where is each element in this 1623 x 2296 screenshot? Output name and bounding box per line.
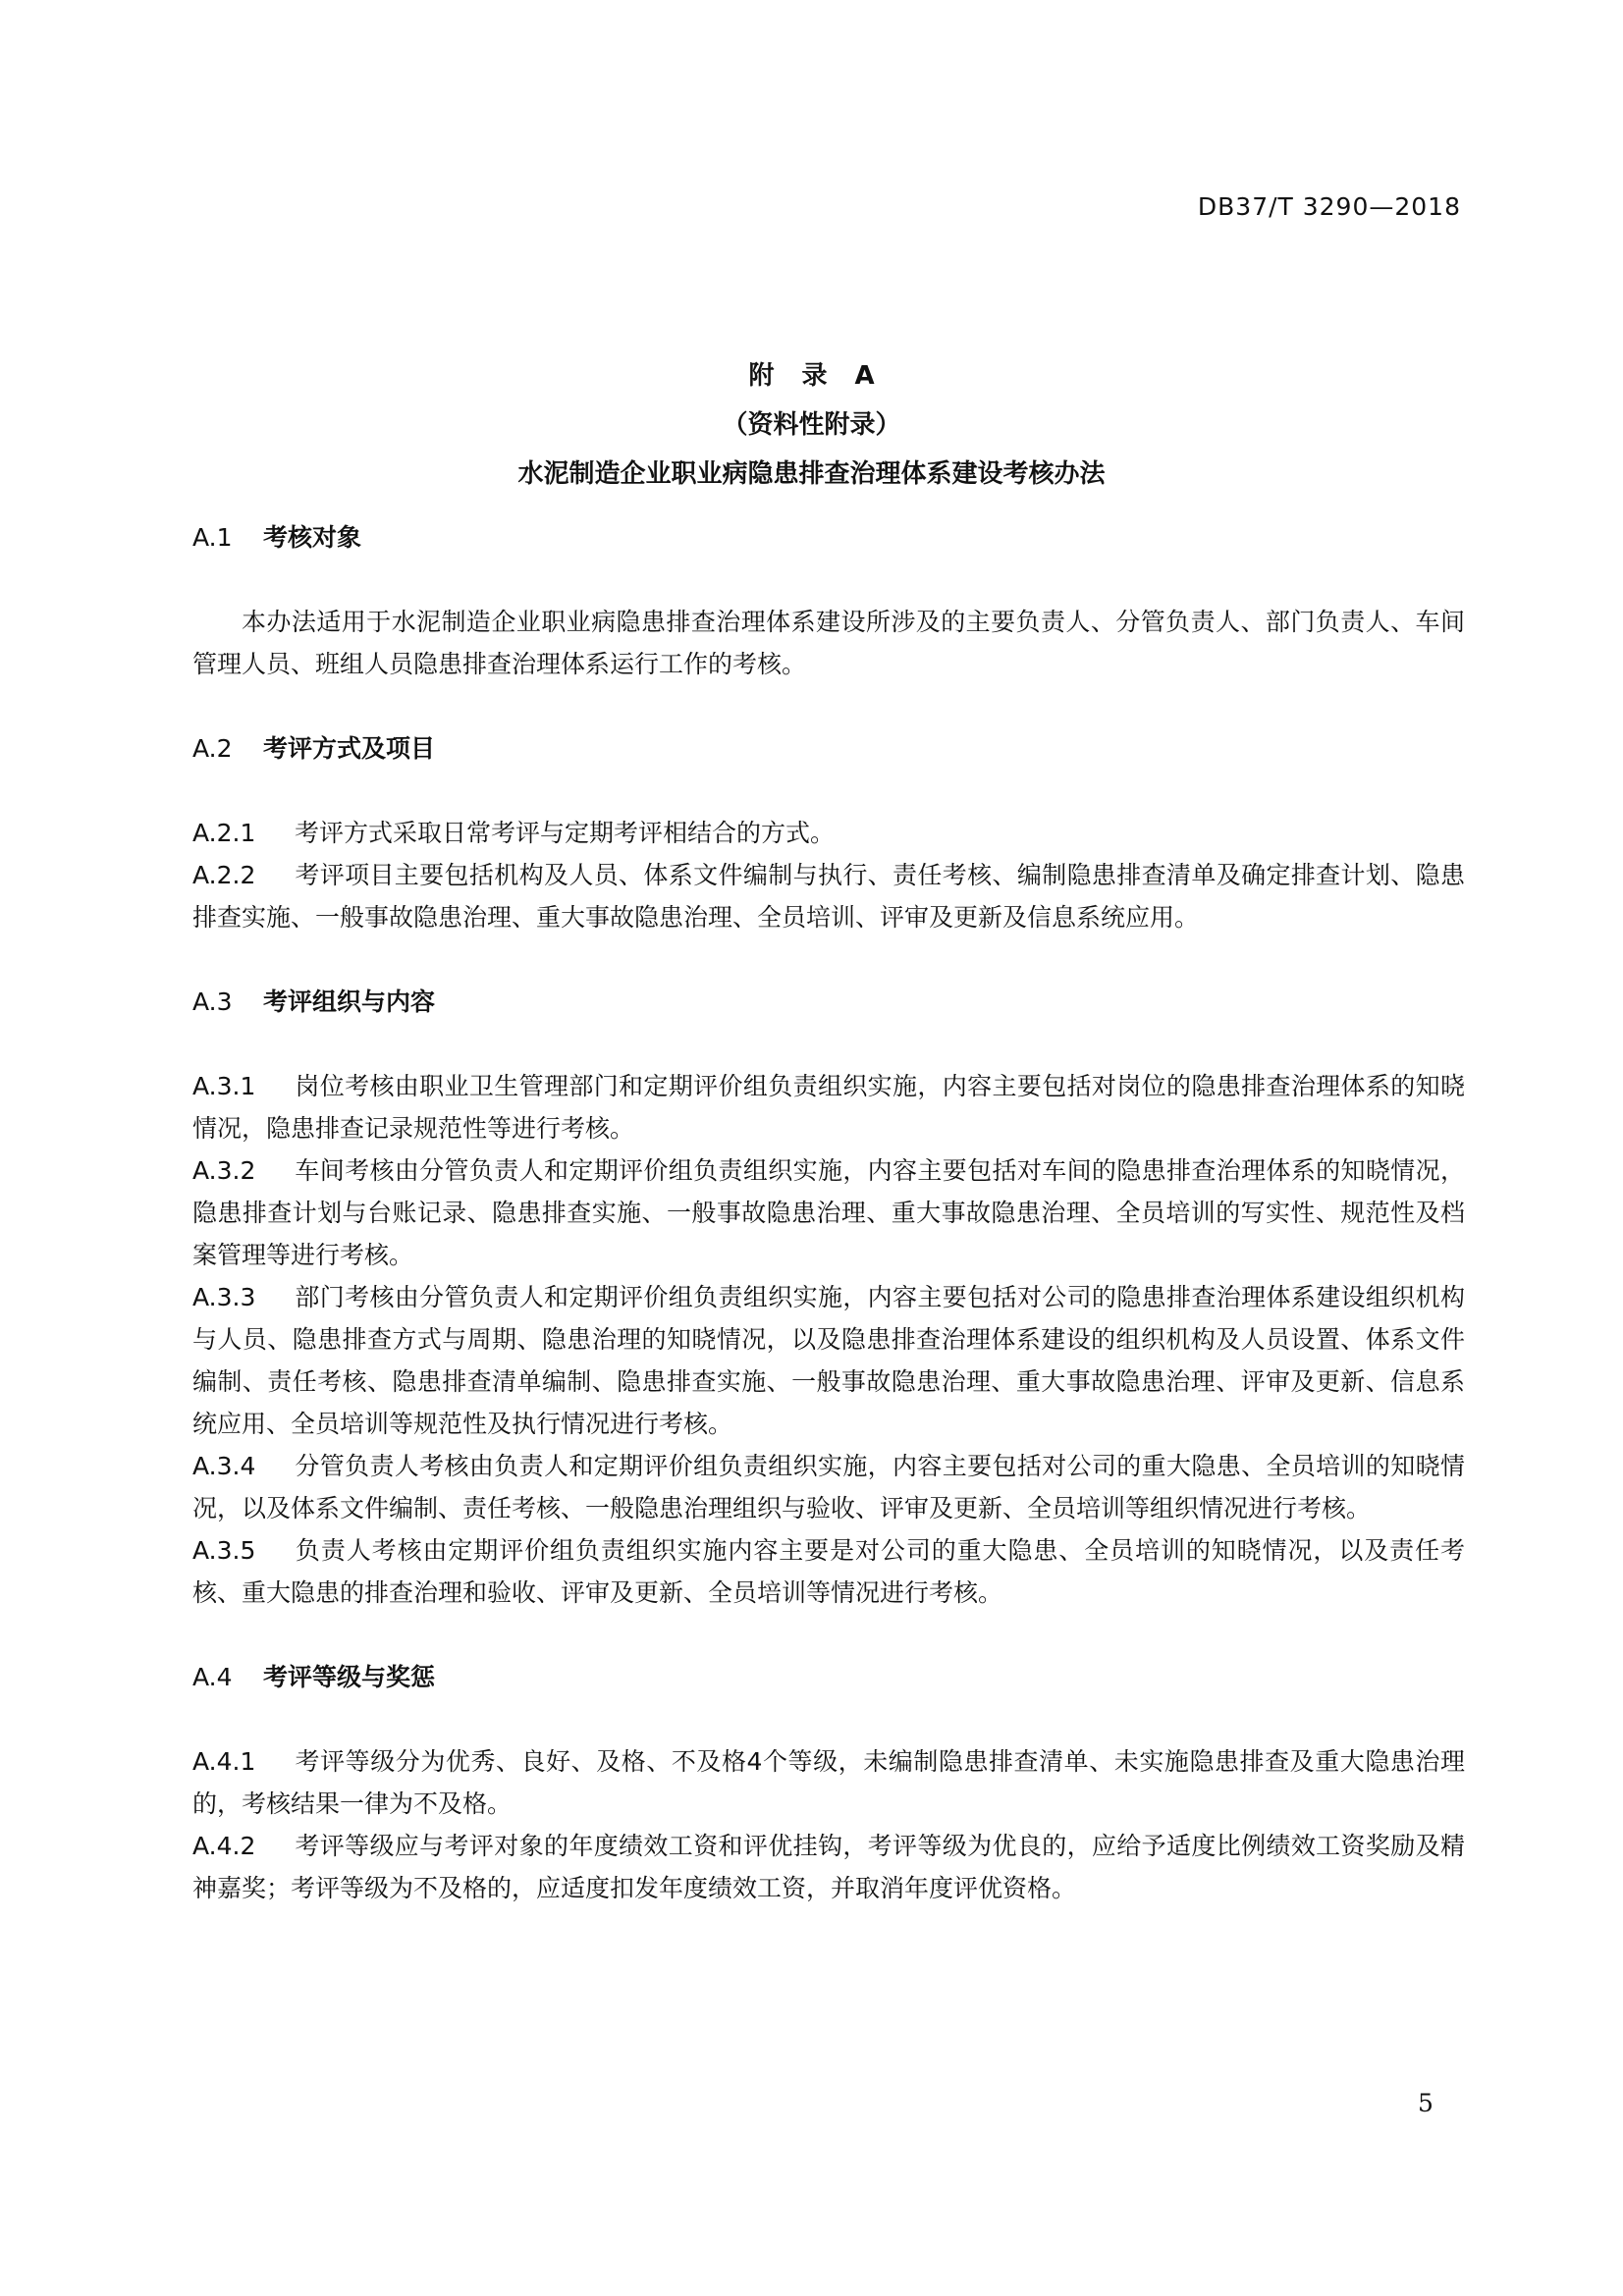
appendix-title: 水泥制造企业职业病隐患排查治理体系建设考核办法 — [517, 459, 1106, 489]
section-heading-a4 — [192, 1656, 1465, 1698]
section-heading-a1 — [192, 516, 1465, 559]
clause-number: A.3.4 — [192, 1452, 256, 1480]
appendix-type: （资料性附录） — [722, 410, 901, 440]
clause-number: A.3.3 — [192, 1283, 256, 1311]
clause-text: 考评方式采取日常考评与定期考评相结合的方式。 — [295, 819, 836, 847]
clause — [192, 854, 1465, 938]
clause — [192, 1825, 1465, 1909]
clause-number: A.2.1 — [192, 819, 256, 847]
section-number: A.1 — [192, 523, 233, 552]
appendix-heading — [0, 351, 1623, 499]
page-number: 5 — [1418, 2089, 1434, 2117]
clause — [192, 1445, 1465, 1529]
section-title: 考评组织与内容 — [263, 988, 436, 1016]
section-title: 考核对象 — [263, 523, 362, 552]
section-heading-a2 — [192, 727, 1465, 770]
section-heading-a3 — [192, 981, 1465, 1023]
clause-number: A.3.2 — [192, 1156, 256, 1185]
clause-text: 考评项目主要包括机构及人员、体系文件编制与执行、责任考核、编制隐患排查清单及确定排查计划、隐患排查实施、一般事故隐患治理、重大事故隐患治理、全员培训、评审及更新及信息系统应用。 — [192, 861, 1465, 932]
document-body — [192, 516, 1465, 1909]
clause-text: 考评等级应与考评对象的年度绩效工资和评优挂钩，考评等级为优良的，应给予适度比例绩效工资奖励及精神嘉奖；考评等级为不及格的，应适度扣发年度绩效工资，并取消年度评优资格。 — [192, 1832, 1465, 1902]
clause — [192, 812, 1465, 854]
clause-text: 负责人考核由定期评价组负责组织实施内容主要是对公司的重大隐患、全员培训的知晓情况，以及责任考核、重大隐患的排查治理和验收、评审及更新、全员培训等情况进行考核。 — [192, 1536, 1465, 1607]
section-title: 考评等级与奖惩 — [263, 1663, 436, 1691]
section-number: A.2 — [192, 734, 233, 763]
clause-number: A.3.5 — [192, 1536, 256, 1565]
clause — [192, 1149, 1465, 1276]
clause-number: A.4.1 — [192, 1747, 256, 1776]
clause-text: 分管负责人考核由负责人和定期评价组负责组织实施，内容主要包括对公司的重大隐患、全员培训的知晓情况，以及体系文件编制、责任考核、一般隐患治理组织与验收、评审及更新、全员培训等组织情况进行考核。 — [192, 1452, 1465, 1522]
clause-number: A.2.2 — [192, 861, 256, 889]
section-title: 考评方式及项目 — [263, 734, 436, 763]
clause — [192, 1276, 1465, 1445]
section-number: A.4 — [192, 1663, 233, 1691]
clause-text: 车间考核由分管负责人和定期评价组负责组织实施，内容主要包括对车间的隐患排查治理体系的知晓情况，隐患排查计划与台账记录、隐患排查实施、一般事故隐患治理、重大事故隐患治理、全员培训的写实性、规范性及档案管理等进行考核。 — [192, 1156, 1465, 1269]
clause-text: 岗位考核由职业卫生管理部门和定期评价组负责组织实施，内容主要包括对岗位的隐患排查治理体系的知晓情况，隐患排查记录规范性等进行考核。 — [192, 1072, 1465, 1143]
clause-number: A.3.1 — [192, 1072, 256, 1100]
section-number: A.3 — [192, 988, 233, 1016]
clause-number: A.4.2 — [192, 1832, 256, 1860]
clause — [192, 1740, 1465, 1825]
clause-text: 部门考核由分管负责人和定期评价组负责组织实施，内容主要包括对公司的隐患排查治理体系建设组织机构与人员、隐患排查方式与周期、隐患治理的知晓情况，以及隐患排查治理体系建设的组织机构及人员设置、体系文件编制、责任考核、隐患排查清单编制、隐患排查实施、一般事故隐患治理、重大事故隐患治理、评审及更新、信息系统应用、全员培训等规范性及执行情况进行考核。 — [192, 1283, 1465, 1438]
appendix-label: 附录A — [748, 361, 902, 391]
clause — [192, 1529, 1465, 1614]
clause-text: 考评等级分为优秀、良好、及格、不及格4个等级，未编制隐患排查清单、未实施隐患排查及重大隐患治理的，考核结果一律为不及格。 — [192, 1747, 1465, 1818]
paragraph: 本办法适用于水泥制造企业职业病隐患排查治理体系建设所涉及的主要负责人、分管负责人、部门负责人、车间管理人员、班组人员隐患排查治理体系运行工作的考核。 — [192, 608, 1465, 678]
document-code: DB37/T 3290—2018 — [1197, 192, 1461, 221]
clause — [192, 1065, 1465, 1149]
